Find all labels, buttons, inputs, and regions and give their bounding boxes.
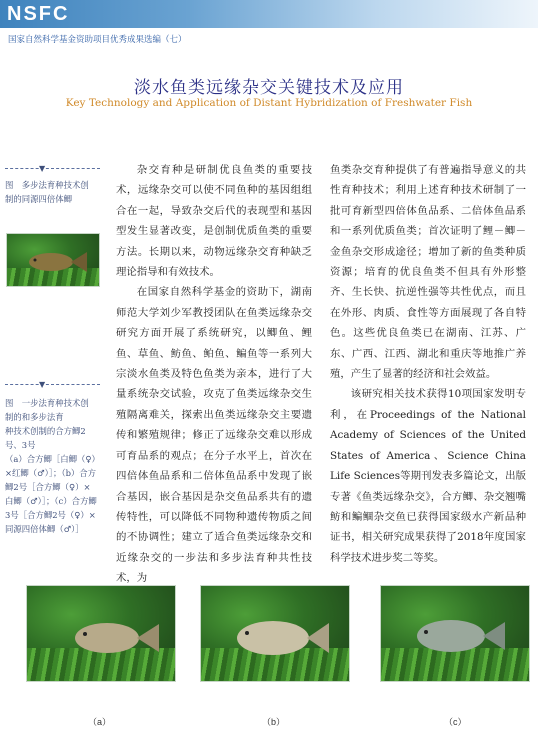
body-column-1 (116, 160, 312, 589)
caption-line: 制的和多步法育 (5, 412, 64, 422)
caption-line: 号、3号 (5, 440, 36, 450)
figure-2-caption (5, 396, 105, 536)
label-c: （c） (444, 717, 467, 727)
photo-c (380, 585, 530, 682)
caption-line: 同源四倍体鲫（♂）］ (5, 524, 84, 534)
paragraph: 在国家自然科学基金的资助下，湖南师范大学刘少军教授团队在鱼类远缘杂交研究方面开展了系统研究，以鲫鱼、鲤鱼、草鱼、鲂鱼、鲌鱼、鳊鱼等一系列大宗淡水鱼类及特色鱼类为亲本，进行了大量系统杂交试验，攻克了鱼类远缘杂交生殖隔离难关，探索出鱼类远缘杂交主要遗传和繁殖规律；修正了远缘杂交难以形成可育品系的观点；在分子水平上，首次在四倍体鱼品系和二倍体鱼品系中发现了嵌合基因，嵌合基因是杂交鱼品系共有的遗传特性，可以降低不同物种遗传物质之间的不协调性；建立了适合鱼类远缘杂交和近缘杂交的一步法和多步法育种共性技术，为 (116, 286, 312, 585)
caption-line: 鲫2号［合方鲫（♀）× (5, 482, 91, 492)
figure-1-caption: 图 多步法育种技术创制的同源四倍体鲫 (5, 180, 89, 204)
photo-b (200, 585, 350, 682)
caption-line: 图 一步法育种技术创 (5, 398, 89, 408)
body-column-2 (330, 160, 526, 568)
fish-icon (381, 586, 529, 681)
figure-1-photo (6, 233, 100, 287)
paragraph: 杂交育种是研制优良鱼类的重要技术，远缘杂交可以使不同鱼种的基因组组合在一起，导致杂交后代的表现型和基因型发生显著改变，是创制优质鱼类的重要方法。长期以来，动物远缘杂交育种缺乏理论指导和有效技术。 (116, 164, 312, 279)
caption-line: 白鲫（♂）］；（c）合方鲫 (5, 496, 97, 506)
label-b: （b） (262, 717, 286, 727)
sidebar-divider: ▼ (5, 168, 100, 169)
caption-line: ×红鲫（♂）］；（b）合方 (5, 468, 97, 478)
article-title: 淡水鱼类远缘杂交关键技术及应用 (134, 78, 404, 98)
nsfc-logo: NSFC (7, 3, 70, 25)
caption-line: 种技术创制的合方鲫2 (5, 426, 86, 436)
caption-line: （a）合方鲫［白鲫（♀） (5, 454, 100, 464)
article-subtitle: Key Technology and Application of Distant Hybridization of Freshwater Fish (65, 97, 473, 109)
fish-icon (7, 234, 99, 286)
caption-line: 3号［合方鲫2号（♀）× (5, 510, 96, 520)
fish-icon (201, 586, 349, 681)
paragraph: 鱼类杂交育种提供了有普遍指导意义的共性育种技术；利用上述育种技术研制了一批可育新型四倍体鱼品系、二倍体鱼品系和一系列优质鱼类；首次证明了鲤－鲫－金鱼杂交形成途径；增加了新的鱼类种质资源；培育的优良鱼类不但具有外形整齐、生长快、抗逆性强等共性优点，而且在外形、肉质、食性等方面展现了各自特色。这些优良鱼类已在湖南、江苏、广东、广西、江西、湖北和重庆等地推广养殖，产生了显著的经济和社会效益。 (330, 164, 526, 381)
sidebar-divider-2: ▼ (5, 384, 100, 385)
label-a: （a） (88, 717, 112, 727)
header-banner (0, 0, 538, 28)
fish-icon (27, 586, 175, 681)
paragraph: 该研究相关技术获得10项国家发明专利，在Proceedings of the National Academy of Sciences of the United States of America、Science China Life Sciences等期刊发表多篇论文，出版专著《鱼类远缘杂交》，合方鲫、杂交翘嘴鲂和鳊鲴杂交鱼已获得国家级水产新品种证书，相关研究成果获得了2018年度国家科学技术进步奖二等奖。 (330, 388, 526, 564)
photo-a (26, 585, 176, 682)
series-title: 国家自然科学基金资助项目优秀成果选编（七） (8, 34, 187, 44)
